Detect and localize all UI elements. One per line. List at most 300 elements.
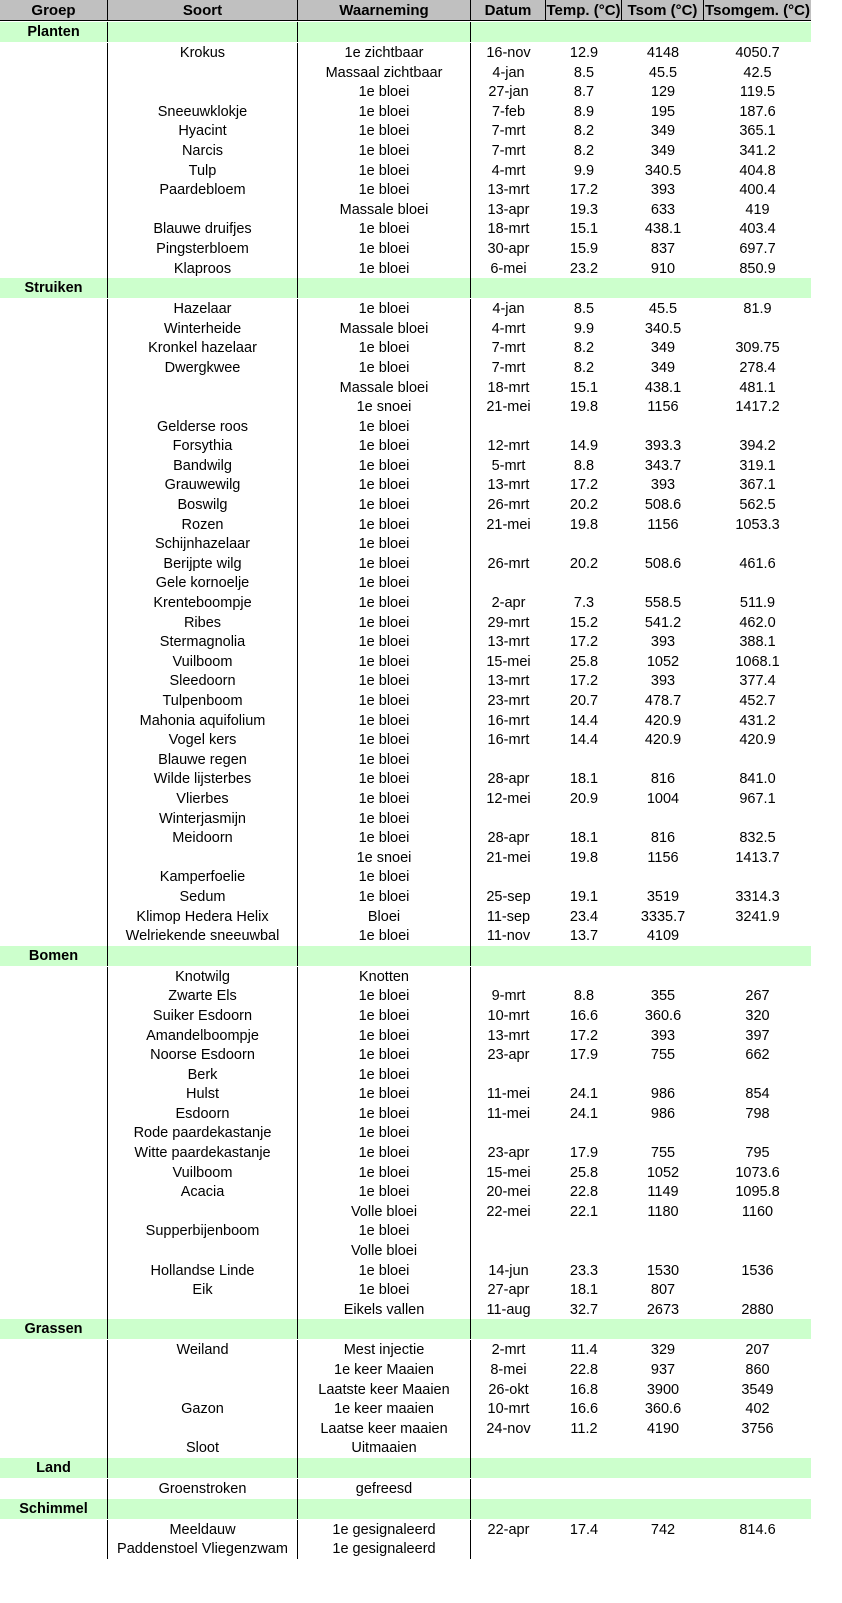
waarneming-cell: 1e bloei bbox=[298, 1280, 471, 1300]
soort-cell: Gele kornoelje bbox=[108, 573, 298, 593]
temp-cell: 13.7 bbox=[569, 928, 599, 945]
header-tsom: Tsom (°C) bbox=[622, 0, 704, 21]
waarneming-cell: 1e bloei bbox=[298, 613, 471, 633]
tsom-cell: 329 bbox=[650, 1342, 676, 1359]
soort-cell: Suiker Esdoorn bbox=[108, 1006, 298, 1026]
temp-cell: 22.8 bbox=[569, 1184, 599, 1201]
tsom-cell: 837 bbox=[650, 240, 676, 257]
waarneming-cell: 1e bloei bbox=[298, 515, 471, 535]
waarneming-cell: Volle bloei bbox=[298, 1202, 471, 1222]
soort-cell bbox=[108, 1380, 298, 1400]
soort-cell: Eik bbox=[108, 1280, 298, 1300]
groep-cell bbox=[0, 1006, 108, 1026]
tsom-cell: 349 bbox=[650, 123, 676, 140]
waarneming-cell: 1e gesignaleerd bbox=[298, 1520, 471, 1540]
tsom-cell: 478.7 bbox=[644, 693, 682, 709]
temp-cell: 14.4 bbox=[569, 732, 599, 749]
tsom-cell: 438.1 bbox=[644, 221, 682, 238]
tsom-cell: 986 bbox=[650, 1105, 676, 1122]
temp-cell bbox=[546, 1065, 622, 1085]
tsom-cell: 1180 bbox=[647, 1203, 679, 1220]
waarneming-cell: 1e bloei bbox=[298, 789, 471, 809]
soort-cell: Vogel kers bbox=[108, 730, 298, 750]
temp-cell bbox=[546, 750, 622, 770]
groep-cell bbox=[0, 1340, 108, 1360]
group-row-cell bbox=[546, 1458, 622, 1478]
temp-cell: 22.1 bbox=[569, 1203, 599, 1220]
tsom-cell bbox=[622, 1241, 704, 1261]
datum-cell: 30-apr bbox=[487, 240, 530, 257]
group-row-cell bbox=[471, 1319, 546, 1339]
groep-cell bbox=[0, 200, 108, 220]
tsomgem-cell: 3241.9 bbox=[735, 908, 780, 925]
tsom-cell: 349 bbox=[650, 142, 676, 159]
tsomgem-cell bbox=[704, 1438, 811, 1458]
datum-cell: 4-mrt bbox=[491, 320, 526, 337]
tsomgem-cell: 511.9 bbox=[739, 595, 776, 612]
soort-cell bbox=[108, 1300, 298, 1320]
soort-cell: Hollandse Linde bbox=[108, 1261, 298, 1281]
groep-cell bbox=[0, 417, 108, 437]
tsom-cell bbox=[622, 1479, 704, 1499]
group-row-cell bbox=[546, 946, 622, 966]
temp-cell: 17.2 bbox=[569, 634, 599, 651]
waarneming-cell: 1e bloei bbox=[298, 867, 471, 887]
tsom-cell: 343.7 bbox=[644, 457, 682, 474]
group-row-cell bbox=[298, 1499, 471, 1519]
tsomgem-cell: 832.5 bbox=[739, 830, 776, 847]
datum-cell bbox=[471, 1065, 546, 1085]
datum-cell: 15-mei bbox=[486, 653, 531, 670]
temp-cell: 17.2 bbox=[569, 1027, 599, 1044]
tsom-cell bbox=[622, 867, 704, 887]
group-row-cell bbox=[546, 278, 622, 298]
groep-cell bbox=[0, 1399, 108, 1419]
groep-cell bbox=[0, 1084, 108, 1104]
tsom-cell: 816 bbox=[650, 771, 676, 788]
tsomgem-cell: 187.6 bbox=[739, 103, 776, 120]
groep-cell bbox=[0, 1241, 108, 1261]
tsom-cell: 807 bbox=[650, 1282, 676, 1299]
waarneming-cell: 1e gesignaleerd bbox=[298, 1539, 471, 1559]
datum-cell: 4-jan bbox=[492, 64, 525, 81]
temp-cell bbox=[546, 534, 622, 554]
groep-cell bbox=[0, 319, 108, 339]
groep-cell bbox=[0, 671, 108, 691]
tsom-cell: 1156 bbox=[647, 516, 679, 533]
datum-cell: 28-apr bbox=[487, 830, 530, 847]
soort-cell: Klimop Hedera Helix bbox=[108, 907, 298, 927]
soort-cell: Meeldauw bbox=[108, 1520, 298, 1540]
tsom-cell: 340.5 bbox=[644, 320, 682, 337]
groep-cell bbox=[0, 475, 108, 495]
groep-cell bbox=[0, 358, 108, 378]
datum-cell: 8-mei bbox=[490, 1362, 527, 1378]
waarneming-cell: 1e bloei bbox=[298, 475, 471, 495]
waarneming-cell: 1e bloei bbox=[298, 671, 471, 691]
tsomgem-cell: 309.75 bbox=[735, 340, 780, 357]
tsomgem-cell: 388.1 bbox=[739, 634, 776, 651]
waarneming-cell: 1e bloei bbox=[298, 161, 471, 181]
group-row-cell bbox=[108, 946, 298, 966]
group-label: Struiken bbox=[0, 278, 108, 298]
datum-cell: 26-mrt bbox=[487, 555, 530, 572]
waarneming-cell: Mest injectie bbox=[298, 1340, 471, 1360]
tsom-cell bbox=[622, 1438, 704, 1458]
temp-cell: 8.2 bbox=[573, 340, 595, 357]
tsomgem-cell: 798 bbox=[745, 1105, 770, 1122]
datum-cell: 29-mrt bbox=[487, 614, 530, 631]
waarneming-cell: Eikels vallen bbox=[298, 1300, 471, 1320]
temp-cell: 22.8 bbox=[569, 1362, 599, 1378]
tsom-cell bbox=[622, 750, 704, 770]
tsomgem-cell: 207 bbox=[745, 1342, 770, 1359]
datum-cell: 13-mrt bbox=[487, 182, 530, 199]
tsom-cell: 508.6 bbox=[644, 555, 682, 572]
groep-cell bbox=[0, 397, 108, 417]
group-label: Schimmel bbox=[0, 1499, 108, 1519]
datum-cell: 21-mei bbox=[486, 516, 531, 533]
temp-cell: 18.1 bbox=[569, 830, 599, 847]
groep-cell bbox=[0, 867, 108, 887]
datum-cell: 12-mei bbox=[486, 790, 531, 807]
tsomgem-cell: 377.4 bbox=[739, 673, 776, 690]
waarneming-cell: Massale bloei bbox=[298, 319, 471, 339]
datum-cell: 13-apr bbox=[487, 201, 530, 218]
group-row-cell bbox=[471, 946, 546, 966]
waarneming-cell: 1e bloei bbox=[298, 573, 471, 593]
groep-cell bbox=[0, 121, 108, 141]
header-groep: Groep bbox=[0, 0, 108, 21]
temp-cell bbox=[546, 1123, 622, 1143]
tsom-cell: 129 bbox=[650, 84, 676, 101]
waarneming-cell: 1e bloei bbox=[298, 828, 471, 848]
tsomgem-cell: 267 bbox=[745, 988, 770, 1005]
header-waarneming: Waarneming bbox=[298, 0, 471, 21]
datum-cell: 4-jan bbox=[492, 301, 525, 318]
tsom-cell: 937 bbox=[650, 1362, 676, 1378]
header-datum: Datum bbox=[471, 0, 546, 21]
datum-cell bbox=[471, 750, 546, 770]
tsomgem-cell bbox=[704, 750, 811, 770]
soort-cell: Paddenstoel Vliegenzwam bbox=[108, 1539, 298, 1559]
soort-cell: Sneeuwklokje bbox=[108, 102, 298, 122]
group-row-cell bbox=[108, 1319, 298, 1339]
soort-cell bbox=[108, 82, 298, 102]
soort-cell bbox=[108, 200, 298, 220]
group-row-cell bbox=[298, 278, 471, 298]
tsom-cell bbox=[622, 1539, 704, 1559]
datum-cell: 25-sep bbox=[486, 888, 531, 905]
temp-cell: 19.8 bbox=[569, 516, 599, 533]
groep-cell bbox=[0, 1419, 108, 1439]
soort-cell: Meidoorn bbox=[108, 828, 298, 848]
temp-cell: 20.2 bbox=[569, 555, 599, 572]
tsomgem-cell: 119.5 bbox=[739, 84, 776, 101]
soort-cell: Gazon bbox=[108, 1399, 298, 1419]
tsomgem-cell: 1413.7 bbox=[735, 849, 780, 866]
waarneming-cell: 1e bloei bbox=[298, 593, 471, 613]
temp-cell bbox=[546, 867, 622, 887]
waarneming-cell: 1e bloei bbox=[298, 1104, 471, 1124]
groep-cell bbox=[0, 828, 108, 848]
tsom-cell: 558.5 bbox=[644, 595, 682, 612]
group-row-cell bbox=[471, 22, 546, 42]
soort-cell bbox=[108, 1360, 298, 1380]
temp-cell: 23.3 bbox=[569, 1262, 599, 1279]
group-row-cell bbox=[546, 22, 622, 42]
datum-cell: 16-mrt bbox=[487, 712, 530, 729]
tsomgem-cell: 42.5 bbox=[743, 64, 772, 81]
soort-cell: Rozen bbox=[108, 515, 298, 535]
soort-cell bbox=[108, 378, 298, 398]
datum-cell bbox=[471, 1479, 546, 1499]
datum-cell bbox=[471, 573, 546, 593]
waarneming-cell: 1e bloei bbox=[298, 1123, 471, 1143]
groep-cell bbox=[0, 219, 108, 239]
temp-cell: 18.1 bbox=[569, 1282, 599, 1299]
tsomgem-cell: 320 bbox=[745, 1007, 770, 1024]
soort-cell: Schijnhazelaar bbox=[108, 534, 298, 554]
groep-cell bbox=[0, 378, 108, 398]
groep-cell bbox=[0, 1065, 108, 1085]
group-row-cell bbox=[622, 278, 704, 298]
datum-cell: 7-mrt bbox=[491, 340, 526, 357]
soort-cell: Esdoorn bbox=[108, 1104, 298, 1124]
temp-cell: 9.9 bbox=[573, 320, 595, 337]
soort-cell: Boswilg bbox=[108, 495, 298, 515]
soort-cell: Welriekende sneeuwbal bbox=[108, 926, 298, 946]
soort-cell: Sleedoorn bbox=[108, 671, 298, 691]
tsomgem-cell: 402 bbox=[745, 1401, 770, 1418]
tsomgem-cell: 461.6 bbox=[739, 555, 776, 572]
datum-cell: 7-mrt bbox=[491, 359, 526, 376]
tsomgem-cell: 1053.3 bbox=[735, 516, 780, 533]
datum-cell: 27-apr bbox=[487, 1282, 530, 1299]
group-row-cell bbox=[298, 1319, 471, 1339]
tsom-cell: 45.5 bbox=[648, 301, 678, 318]
group-row-cell bbox=[704, 1319, 811, 1339]
temp-cell: 15.9 bbox=[569, 240, 599, 257]
tsomgem-cell: 278.4 bbox=[739, 359, 776, 376]
soort-cell: Knotwilg bbox=[108, 967, 298, 987]
waarneming-cell: 1e bloei bbox=[298, 82, 471, 102]
groep-cell bbox=[0, 1520, 108, 1540]
groep-cell bbox=[0, 652, 108, 672]
tsomgem-cell bbox=[704, 319, 811, 339]
temp-cell: 16.8 bbox=[569, 1381, 599, 1398]
temp-cell: 25.8 bbox=[569, 653, 599, 670]
soort-cell bbox=[108, 848, 298, 868]
groep-cell bbox=[0, 161, 108, 181]
tsomgem-cell: 3756 bbox=[741, 1420, 774, 1437]
temp-cell: 8.5 bbox=[573, 301, 595, 318]
waarneming-cell: Uitmaaien bbox=[298, 1438, 471, 1458]
tsomgem-cell bbox=[704, 1539, 811, 1559]
waarneming-cell: 1e zichtbaar bbox=[298, 43, 471, 63]
groep-cell bbox=[0, 769, 108, 789]
groep-cell bbox=[0, 809, 108, 829]
groep-cell bbox=[0, 1026, 108, 1046]
tsom-cell: 1052 bbox=[646, 1164, 680, 1181]
temp-cell: 14.9 bbox=[569, 438, 599, 455]
tsomgem-cell: 662 bbox=[745, 1047, 770, 1064]
datum-cell: 26-okt bbox=[488, 1381, 529, 1398]
tsomgem-cell: 860 bbox=[745, 1362, 770, 1378]
tsom-cell: 349 bbox=[650, 359, 676, 376]
temp-cell bbox=[546, 1438, 622, 1458]
datum-cell bbox=[471, 809, 546, 829]
datum-cell: 13-mrt bbox=[487, 1027, 530, 1044]
datum-cell: 21-mei bbox=[486, 849, 531, 866]
soort-cell: Stermagnolia bbox=[108, 632, 298, 652]
temp-cell bbox=[546, 967, 622, 987]
temp-cell: 23.2 bbox=[569, 260, 599, 277]
temp-cell: 15.1 bbox=[569, 379, 599, 396]
waarneming-cell: Massaal zichtbaar bbox=[298, 63, 471, 83]
groep-cell bbox=[0, 1280, 108, 1300]
datum-cell: 4-mrt bbox=[491, 162, 526, 179]
datum-cell: 12-mrt bbox=[487, 438, 530, 455]
temp-cell: 23.4 bbox=[569, 908, 599, 925]
tsom-cell: 393 bbox=[650, 1027, 676, 1044]
tsomgem-cell: 452.7 bbox=[739, 693, 776, 709]
tsomgem-cell: 420.9 bbox=[739, 732, 776, 749]
tsomgem-cell: 697.7 bbox=[739, 240, 776, 257]
tsomgem-cell: 795 bbox=[745, 1145, 770, 1162]
soort-cell: Kamperfoelie bbox=[108, 867, 298, 887]
temp-cell: 17.4 bbox=[569, 1521, 599, 1538]
tsomgem-cell: 1095.8 bbox=[735, 1184, 780, 1201]
groep-cell bbox=[0, 848, 108, 868]
waarneming-cell: 1e bloei bbox=[298, 358, 471, 378]
groep-cell bbox=[0, 1539, 108, 1559]
tsomgem-cell: 404.8 bbox=[739, 162, 776, 179]
tsom-cell: 4148 bbox=[646, 45, 680, 61]
soort-cell: Vlierbes bbox=[108, 789, 298, 809]
tsom-cell: 195 bbox=[650, 103, 676, 120]
temp-cell: 11.4 bbox=[570, 1342, 598, 1359]
groep-cell bbox=[0, 515, 108, 535]
tsom-cell: 508.6 bbox=[644, 497, 682, 514]
groep-cell bbox=[0, 593, 108, 613]
groep-cell bbox=[0, 436, 108, 456]
tsomgem-cell: 81.9 bbox=[743, 301, 772, 318]
waarneming-cell: 1e bloei bbox=[298, 750, 471, 770]
group-row-cell bbox=[704, 1458, 811, 1478]
waarneming-cell: Massale bloei bbox=[298, 378, 471, 398]
soort-cell: Hazelaar bbox=[108, 299, 298, 319]
soort-cell bbox=[108, 397, 298, 417]
tsom-cell bbox=[622, 534, 704, 554]
waarneming-cell: 1e keer Maaien bbox=[298, 1360, 471, 1380]
waarneming-cell: gefreesd bbox=[298, 1479, 471, 1499]
waarneming-cell: 1e bloei bbox=[298, 1006, 471, 1026]
tsom-cell: 1052 bbox=[646, 653, 680, 670]
temp-cell bbox=[546, 573, 622, 593]
temp-cell: 19.8 bbox=[569, 399, 599, 416]
datum-cell: 18-mrt bbox=[487, 221, 530, 238]
soort-cell: Zwarte Els bbox=[108, 986, 298, 1006]
temp-cell: 17.9 bbox=[569, 1047, 599, 1064]
group-row-cell bbox=[471, 278, 546, 298]
tsom-cell bbox=[622, 1065, 704, 1085]
soort-cell: Forsythia bbox=[108, 436, 298, 456]
datum-cell: 7-feb bbox=[491, 103, 526, 120]
groep-cell bbox=[0, 1261, 108, 1281]
tsomgem-cell: 319.1 bbox=[739, 457, 776, 474]
datum-cell bbox=[471, 1221, 546, 1241]
datum-cell: 9-mrt bbox=[491, 988, 526, 1005]
group-label: Planten bbox=[0, 22, 108, 42]
group-row-cell bbox=[108, 1458, 298, 1478]
soort-cell: Amandelboompje bbox=[108, 1026, 298, 1046]
soort-cell: Narcis bbox=[108, 141, 298, 161]
groep-cell bbox=[0, 495, 108, 515]
soort-cell: Ribes bbox=[108, 613, 298, 633]
groep-cell bbox=[0, 691, 108, 711]
temp-cell: 32.7 bbox=[569, 1301, 599, 1318]
waarneming-cell: 1e bloei bbox=[298, 809, 471, 829]
temp-cell: 19.1 bbox=[569, 888, 599, 905]
tsomgem-cell bbox=[704, 534, 811, 554]
temp-cell: 18.1 bbox=[569, 771, 599, 788]
tsom-cell: 420.9 bbox=[644, 712, 682, 729]
datum-cell: 27-jan bbox=[488, 84, 529, 101]
tsomgem-cell: 397 bbox=[745, 1027, 770, 1044]
datum-cell bbox=[471, 534, 546, 554]
group-row-cell bbox=[622, 946, 704, 966]
tsom-cell: 4109 bbox=[646, 928, 680, 945]
groep-cell bbox=[0, 102, 108, 122]
tsomgem-cell bbox=[704, 1065, 811, 1085]
groep-cell bbox=[0, 1104, 108, 1124]
waarneming-cell: 1e bloei bbox=[298, 495, 471, 515]
waarneming-cell: 1e bloei bbox=[298, 338, 471, 358]
waarneming-cell: 1e snoei bbox=[298, 848, 471, 868]
group-row-cell bbox=[298, 22, 471, 42]
header-temp: Temp. (°C) bbox=[546, 0, 622, 21]
tsom-cell: 355 bbox=[650, 988, 676, 1005]
soort-cell: Hulst bbox=[108, 1084, 298, 1104]
groep-cell bbox=[0, 573, 108, 593]
temp-cell: 8.2 bbox=[573, 142, 595, 159]
waarneming-cell: 1e bloei bbox=[298, 1182, 471, 1202]
waarneming-cell: 1e bloei bbox=[298, 1065, 471, 1085]
tsomgem-cell: 1068.1 bbox=[735, 653, 780, 670]
group-row-cell bbox=[704, 22, 811, 42]
temp-cell: 8.8 bbox=[573, 988, 595, 1005]
soort-cell: Krokus bbox=[108, 43, 298, 63]
tsom-cell bbox=[622, 1123, 704, 1143]
tsomgem-cell: 3549 bbox=[741, 1381, 774, 1398]
tsomgem-cell: 854 bbox=[745, 1086, 770, 1103]
datum-cell: 13-mrt bbox=[487, 673, 530, 690]
datum-cell: 23-mrt bbox=[487, 693, 530, 709]
temp-cell: 16.6 bbox=[569, 1007, 599, 1024]
tsom-cell: 2673 bbox=[646, 1301, 680, 1318]
waarneming-cell: 1e bloei bbox=[298, 456, 471, 476]
tsomgem-cell: 341.2 bbox=[739, 142, 776, 159]
soort-cell: Groenstroken bbox=[108, 1479, 298, 1499]
datum-cell: 2-mrt bbox=[491, 1342, 526, 1359]
soort-cell: Weiland bbox=[108, 1340, 298, 1360]
group-row-cell bbox=[546, 1319, 622, 1339]
group-row-cell bbox=[704, 1499, 811, 1519]
tsom-cell: 816 bbox=[650, 830, 676, 847]
groep-cell bbox=[0, 632, 108, 652]
tsom-cell: 755 bbox=[650, 1145, 676, 1162]
